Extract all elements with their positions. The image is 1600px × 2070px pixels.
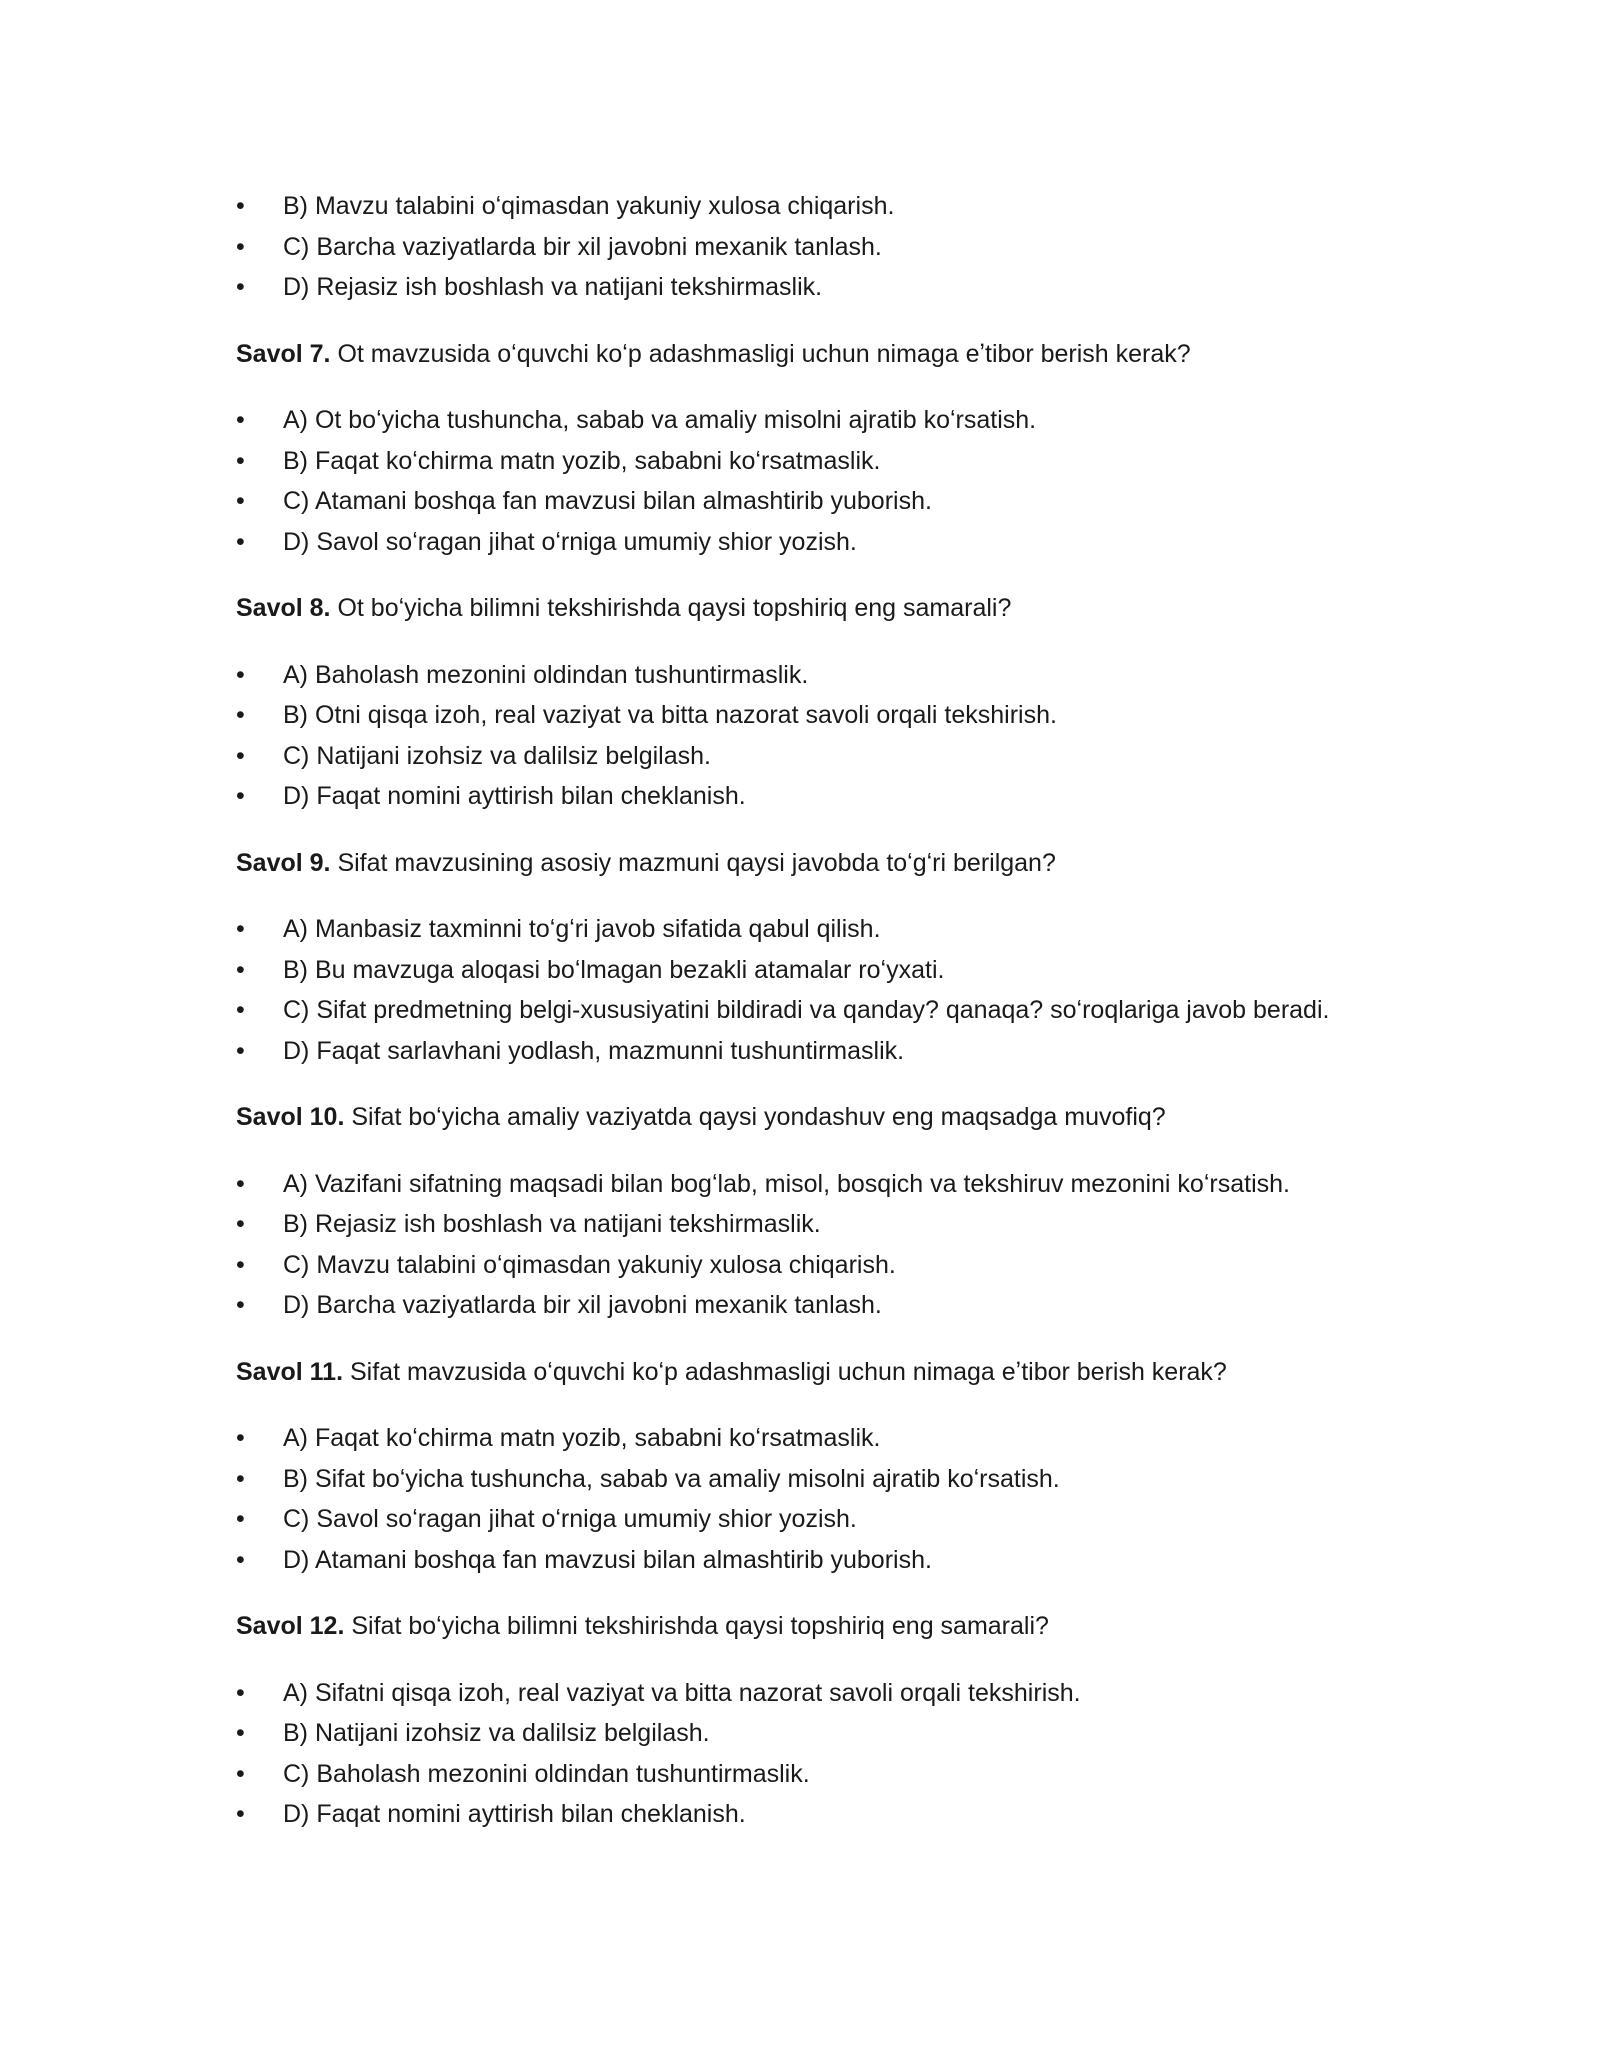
option-item: [236, 186, 1376, 227]
option-text: A) Vazifani sifatning maqsadi bilan bogʻlab, misol, bosqich va tekshiruv mezonini koʻrsatish.: [283, 1169, 1290, 1198]
bullet-icon: •: [236, 1464, 245, 1493]
bullet-icon: •: [236, 1800, 245, 1828]
question-text: Sifat mavzusining asosiy mazmuni qaysi javobda toʻgʻri berilgan?: [337, 848, 1056, 877]
question-label: Savol 11.: [236, 1357, 344, 1386]
option-text: C) Sifat predmetning belgi-xususiyatini bildiradi va qanday? qanaqa? soʻroqlariga javob beradi.: [283, 996, 1330, 1024]
question-10: [236, 1097, 1376, 1138]
question-label: Savol 7.: [236, 339, 331, 368]
option-item: [236, 1031, 1376, 1072]
page-content: [236, 186, 1376, 1835]
option-text: A) Baholash mezonini oldindan tushuntirmaslik.: [283, 660, 809, 689]
question-9: [236, 843, 1376, 884]
option-text: D) Faqat nomini ayttirish bilan cheklanish.: [283, 782, 746, 810]
bullet-icon: •: [236, 446, 245, 475]
question-label: Savol 8.: [236, 594, 331, 622]
option-item: [236, 909, 1376, 950]
bullet-icon: •: [236, 1719, 245, 1747]
option-text: B) Sifat boʻyicha tushuncha, sabab va amaliy misolni ajratib koʻrsatish.: [283, 1464, 1060, 1493]
option-item: [236, 1285, 1376, 1326]
option-text: C) Natijani izohsiz va dalilsiz belgilash.: [283, 741, 711, 770]
option-text: C) Atamani boshqa fan mavzusi bilan almashtirib yuborish.: [283, 487, 932, 515]
bullet-icon: •: [236, 527, 245, 556]
question-label: Savol 12.: [236, 1612, 345, 1640]
question-text: Sifat boʻyicha bilimni tekshirishda qaysi topshiriq eng samarali?: [351, 1612, 1049, 1640]
option-list: [236, 1164, 1376, 1326]
bullet-icon: •: [236, 1424, 245, 1452]
option-text: D) Barcha vaziyatlarda bir xil javobni mexanik tanlash.: [283, 1291, 882, 1319]
option-text: C) Savol soʻragan jihat oʻrniga umumiy shior yozish.: [283, 1505, 857, 1533]
option-item: [236, 776, 1376, 817]
intro-option-list: [236, 186, 1376, 308]
option-item: [236, 1794, 1376, 1835]
option-item: [236, 1713, 1376, 1754]
option-text: B) Bu mavzuga aloqasi boʻlmagan bezakli atamalar roʻyxati.: [283, 955, 945, 984]
option-text: A) Sifatni qisqa izoh, real vaziyat va bitta nazorat savoli orqali tekshirish.: [283, 1678, 1081, 1707]
option-text: D) Savol soʻragan jihat oʻrniga umumiy shior yozish.: [283, 527, 857, 556]
option-item: [236, 655, 1376, 696]
question-text: Sifat boʻyicha amaliy vaziyatda qaysi yondashuv eng maqsadga muvofiq?: [351, 1103, 1166, 1131]
option-item: [236, 1673, 1376, 1714]
bullet-icon: •: [236, 782, 245, 810]
bullet-icon: •: [236, 232, 245, 261]
bullet-icon: •: [236, 1759, 245, 1788]
option-text: D) Atamani boshqa fan mavzusi bilan almashtirib yuborish.: [283, 1545, 932, 1574]
option-item: [236, 950, 1376, 991]
option-text: D) Faqat nomini ayttirish bilan cheklanish.: [283, 1800, 746, 1828]
question-label: Savol 10.: [236, 1103, 345, 1131]
option-text: A) Faqat koʻchirma matn yozib, sababni koʻrsatmaslik.: [283, 1424, 881, 1452]
bullet-icon: •: [236, 406, 245, 434]
option-item: [236, 1499, 1376, 1540]
bullet-icon: •: [236, 660, 245, 689]
question-12: [236, 1606, 1376, 1647]
option-item: [236, 481, 1376, 522]
bullet-icon: •: [236, 273, 245, 301]
option-item: [236, 1204, 1376, 1245]
option-text: D) Faqat sarlavhani yodlash, mazmunni tushuntirmaslik.: [283, 1036, 905, 1065]
bullet-icon: •: [236, 1036, 245, 1065]
option-text: B) Mavzu talabini oʻqimasdan yakuniy xulosa chiqarish.: [283, 192, 895, 220]
bullet-icon: •: [236, 741, 245, 770]
question-text: Sifat mavzusida oʻquvchi koʻp adashmasligi uchun nimaga eʼtibor berish kerak?: [349, 1357, 1227, 1386]
option-item: [236, 267, 1376, 308]
bullet-icon: •: [236, 701, 245, 729]
option-item: [236, 1540, 1376, 1581]
bullet-icon: •: [236, 487, 245, 515]
option-text: C) Mavzu talabini oʻqimasdan yakuniy xulosa chiqarish.: [283, 1250, 896, 1279]
bullet-icon: •: [236, 192, 245, 220]
option-item: [236, 1164, 1376, 1205]
option-text: D) Rejasiz ish boshlash va natijani tekshirmaslik.: [283, 273, 823, 301]
option-text: B) Faqat koʻchirma matn yozib, sababni koʻrsatmaslik.: [283, 446, 881, 475]
option-list: [236, 655, 1376, 817]
option-text: C) Baholash mezonini oldindan tushuntirmaslik.: [283, 1759, 810, 1788]
option-item: [236, 441, 1376, 482]
option-text: B) Natijani izohsiz va dalilsiz belgilash.: [283, 1719, 710, 1747]
option-list: [236, 1673, 1376, 1835]
question-8: [236, 588, 1376, 629]
question-text: Ot mavzusida oʻquvchi koʻp adashmasligi uchun nimaga eʼtibor berish kerak?: [337, 339, 1191, 368]
bullet-icon: •: [236, 1678, 245, 1707]
question-11: [236, 1352, 1376, 1393]
option-item: [236, 1245, 1376, 1286]
bullet-icon: •: [236, 1291, 245, 1319]
option-item: [236, 990, 1376, 1031]
bullet-icon: •: [236, 955, 245, 984]
question-label: Savol 9.: [236, 848, 331, 877]
option-text: A) Manbasiz taxminni toʻgʻri javob sifatida qabul qilish.: [283, 915, 881, 943]
option-list: [236, 1418, 1376, 1580]
option-item: [236, 400, 1376, 441]
option-item: [236, 1754, 1376, 1795]
bullet-icon: •: [236, 996, 245, 1024]
bullet-icon: •: [236, 1169, 245, 1198]
bullet-icon: •: [236, 1210, 245, 1238]
option-list: [236, 400, 1376, 562]
bullet-icon: •: [236, 915, 245, 943]
option-item: [236, 1459, 1376, 1500]
question-7: [236, 334, 1376, 375]
question-text: Ot boʻyicha bilimni tekshirishda qaysi topshiriq eng samarali?: [337, 594, 1012, 622]
option-item: [236, 1418, 1376, 1459]
option-list: [236, 909, 1376, 1071]
option-item: [236, 227, 1376, 268]
option-text: B) Otni qisqa izoh, real vaziyat va bitta nazorat savoli orqali tekshirish.: [283, 701, 1057, 729]
option-item: [236, 522, 1376, 563]
option-item: [236, 695, 1376, 736]
option-text: B) Rejasiz ish boshlash va natijani tekshirmaslik.: [283, 1210, 821, 1238]
option-text: C) Barcha vaziyatlarda bir xil javobni mexanik tanlash.: [283, 232, 882, 261]
bullet-icon: •: [236, 1545, 245, 1574]
option-item: [236, 736, 1376, 777]
bullet-icon: •: [236, 1505, 245, 1533]
option-text: A) Ot boʻyicha tushuncha, sabab va amaliy misolni ajratib koʻrsatish.: [283, 406, 1037, 434]
bullet-icon: •: [236, 1250, 245, 1279]
